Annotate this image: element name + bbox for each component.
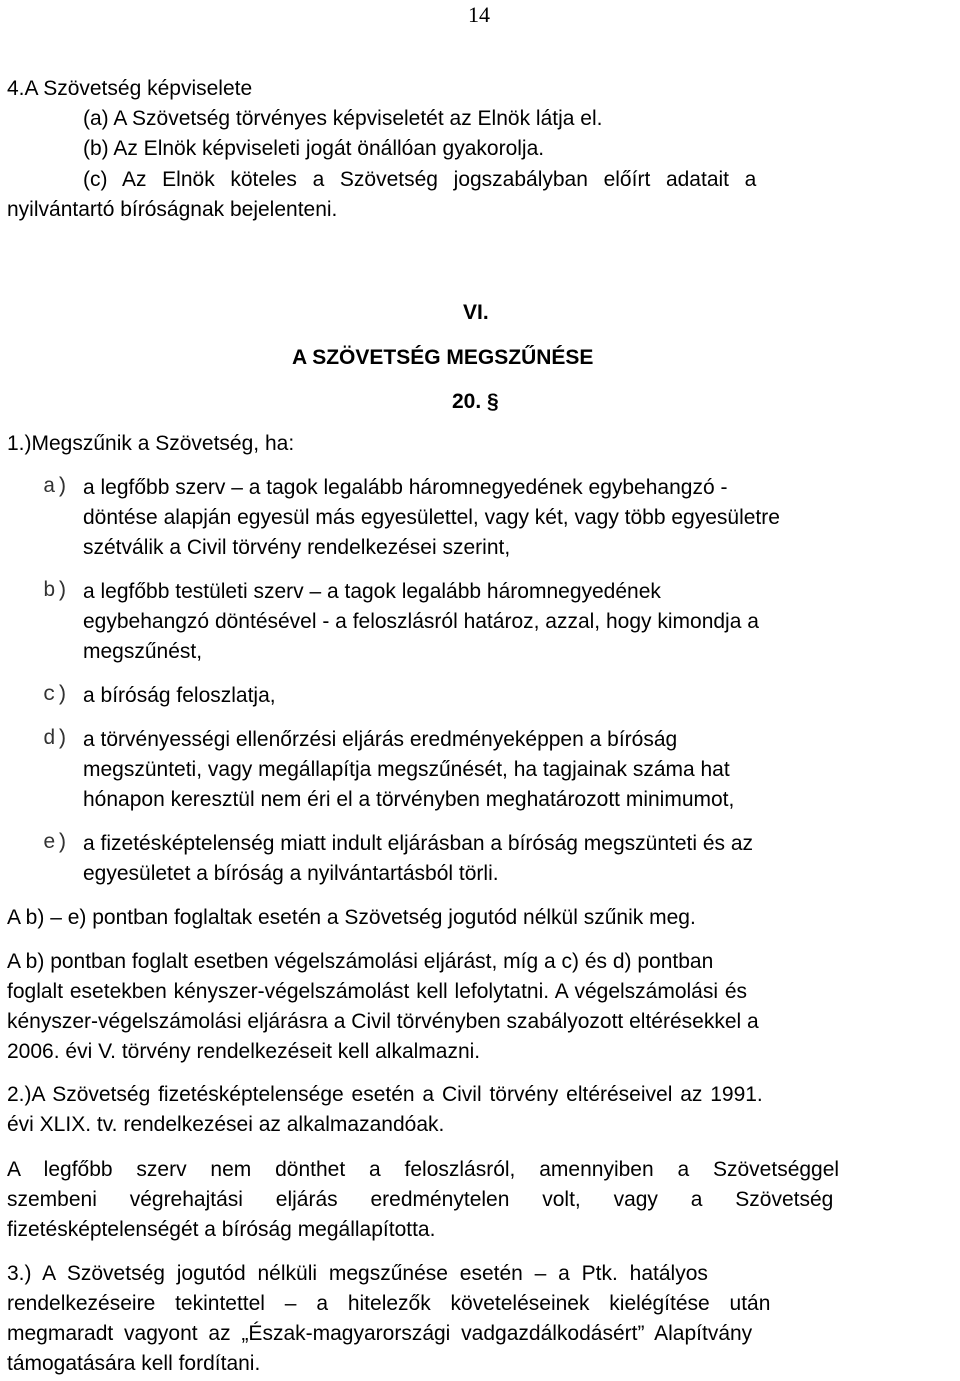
section-4-item-c-line1 <box>83 165 955 195</box>
item-a-line: döntése alapján egyesül más egyesülettel, vagy két, vagy több egyesületre <box>83 506 780 529</box>
item-c-line: a bíróság feloszlatja, <box>83 684 276 707</box>
item-a-text <box>83 473 955 563</box>
item-e-label: e) <box>43 832 69 855</box>
item-e-line: egyesületet a bíróság a nyilvántartásból törli. <box>83 862 499 885</box>
item-b-line: egybehangzó döntésével - a feloszlásról határoz, azzal, hogy kimondja a <box>83 610 759 633</box>
section-4-title: 4.A Szövetség képviselete <box>7 77 253 100</box>
c-text: (c) Az Elnök köteles a Szövetség jogszabályban előírt adatait a <box>83 168 757 191</box>
p2-line: foglalt esetekben kényszer-végelszámolást kell lefolytatni. A végelszámolási és <box>7 980 748 1003</box>
item-a-label: a) <box>43 476 69 499</box>
item-d-line: a törvényességi ellenőrzési eljárás eredményeképpen a bíróság <box>83 728 678 751</box>
p2-line <box>7 947 955 977</box>
item-e-text <box>83 829 955 889</box>
page-number: 14 <box>468 2 490 27</box>
item-b-text <box>83 577 955 667</box>
section-4-item-a: (a) A Szövetség törvényes képviseletét az Elnök látja el. <box>83 107 603 130</box>
p2-line: kényszer-végelszámolási eljárásra a Civil törvényben szabályozott eltérésekkel a <box>7 1010 759 1033</box>
point-1-intro: 1.)Megszűnik a Szövetség, ha: <box>7 432 295 455</box>
p2-line: 2006. évi V. törvény rendelkezéseit kell alkalmazni. <box>7 1040 481 1063</box>
p2-line-text: A b) pontban foglalt esetben végelszámolási eljárást, míg a c) és d) pontban <box>7 950 714 973</box>
point2-line: évi XLIX. tv. rendelkezései az alkalmazandóak. <box>7 1113 445 1136</box>
point3-line: rendelkezéseire tekintettel – a hitelezők követeléseinek kielégítése után <box>7 1292 771 1315</box>
paragraph-number: 20. § <box>452 390 499 413</box>
point2-line: 2.)A Szövetség fizetésképtelensége esetén a Civil törvény eltéréseivel az 1991. <box>7 1083 763 1106</box>
point-1-paragraph-1: A b) – e) pontban foglaltak esetén a Szövetség jogutód nélkül szűnik meg. <box>7 906 696 929</box>
item-d-line: megszünteti, vagy megállapítja megszűnését, ha tagjainak száma hat <box>83 758 730 781</box>
section-4-item-c-line2: nyilvántartó bíróságnak bejelenteni. <box>7 198 338 221</box>
item-a-line: a legfőbb szerv – a tagok legalább háromnegyedének egybehangzó - <box>83 476 728 499</box>
item-c-text <box>83 681 955 711</box>
section-4-item-b: (b) Az Elnök képviseleti jogát önállóan gyakorolja. <box>83 137 545 160</box>
item-d-label: d) <box>43 728 69 751</box>
point3-line: megmaradt vagyont az „Észak-magyarországi vadgazdálkodásért” Alapítvány <box>7 1322 753 1345</box>
item-d-line: hónapon keresztül nem éri el a törvényben meghatározott minimumot, <box>83 788 735 811</box>
chapter-title: A SZÖVETSÉG MEGSZŰNÉSE <box>292 346 594 369</box>
item-d-text <box>83 725 955 815</box>
point3-line: 3.) A Szövetség jogutód nélküli megszűnése esetén – a Ptk. hatályos <box>7 1262 708 1285</box>
item-b-line: a legfőbb testületi szerv – a tagok legalább háromnegyedének <box>83 580 661 603</box>
point2-p2-line: A legfőbb szerv nem dönthet a feloszlásról, amennyiben a Szövetséggel <box>7 1158 840 1181</box>
chapter-number: VI. <box>463 301 489 324</box>
point-2-paragraph-2 <box>7 1155 955 1245</box>
item-a-line: szétválik a Civil törvény rendelkezései szerint, <box>83 536 511 559</box>
point-2-paragraph-1 <box>7 1080 955 1140</box>
point2-p2-line: szembeni végrehajtási eljárás eredménytelen volt, vagy a Szövetség <box>7 1188 834 1211</box>
point3-line: támogatására kell fordítani. <box>7 1352 261 1375</box>
item-e-line: a fizetésképtelenség miatt indult eljárásban a bíróság megszünteti és az <box>83 832 754 855</box>
point-3-paragraph <box>7 1259 955 1379</box>
point-1-paragraph-2 <box>7 947 955 1067</box>
point2-p2-line: fizetésképtelenségét a bíróság megállapította. <box>7 1218 436 1241</box>
item-b-label: b) <box>43 580 69 603</box>
item-c-label: c) <box>43 684 69 707</box>
item-b-line: megszűnést, <box>83 640 203 663</box>
